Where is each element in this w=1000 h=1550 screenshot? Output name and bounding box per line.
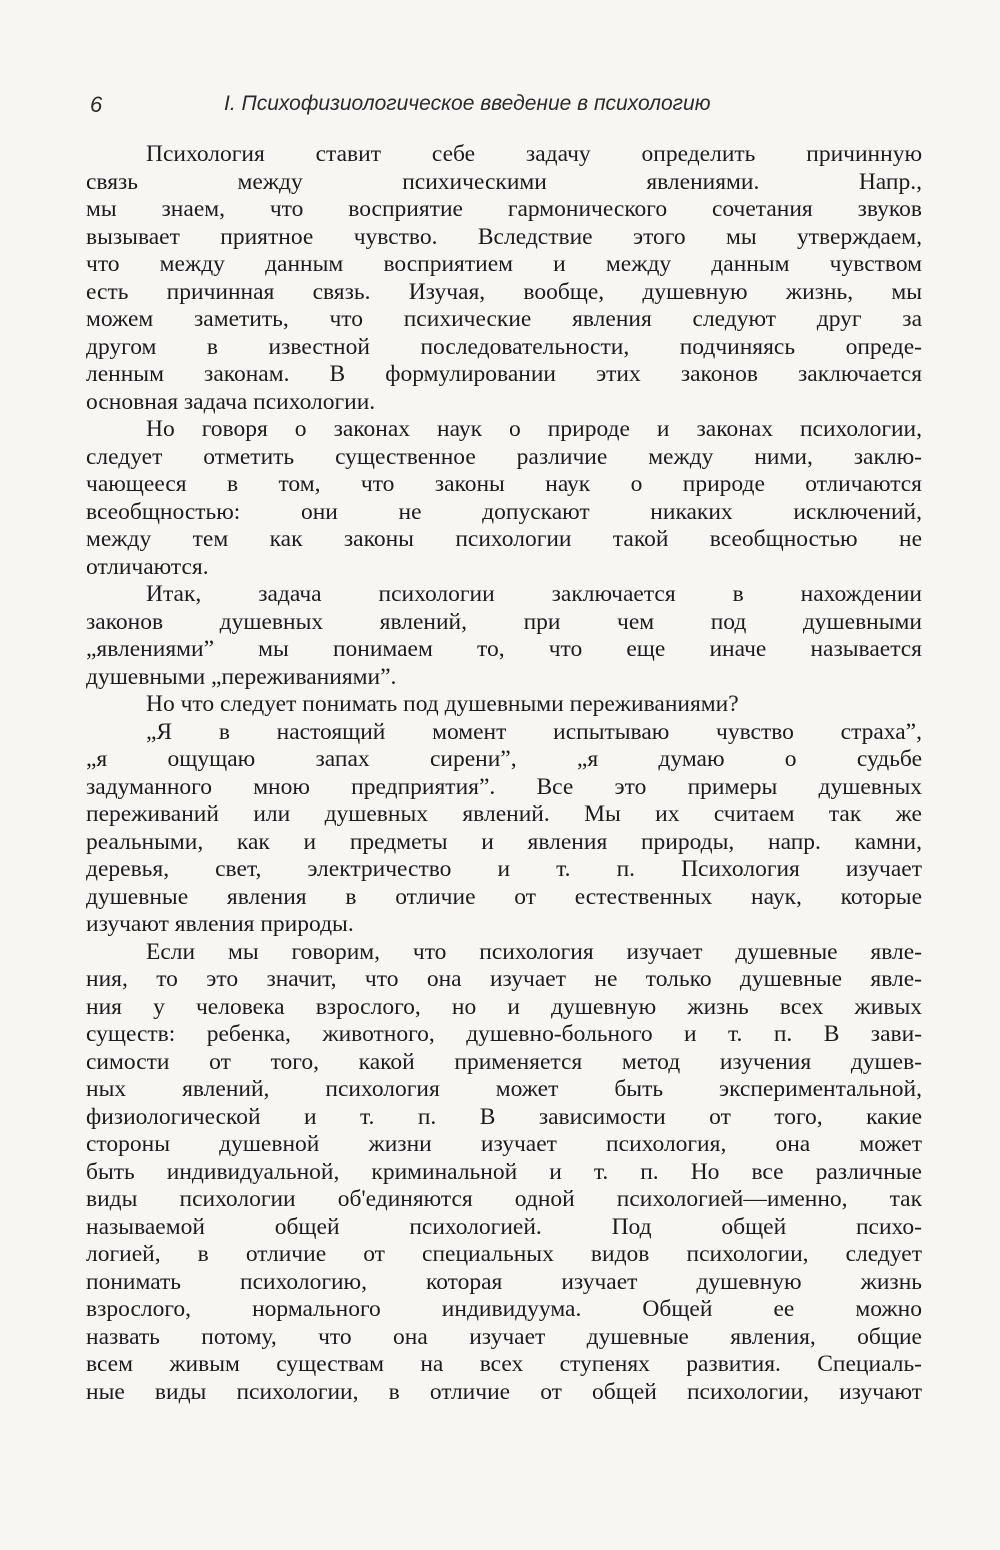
text-line: душевными „переживаниями”. bbox=[86, 663, 397, 690]
text-line: отличаются. bbox=[86, 553, 209, 580]
text-line: „Я в настоящий момент испытываю чувство страха”, bbox=[146, 718, 922, 745]
text-line: ния у человека взрослого, но и душевную жизнь всех живых bbox=[86, 993, 922, 1020]
text-line: понимать психологию, которая изучает душевную жизнь bbox=[86, 1268, 922, 1295]
page-header bbox=[90, 92, 922, 122]
text-line: основная задача психологии. bbox=[86, 388, 376, 415]
text-line: симости от того, какой применяется метод изучения душев- bbox=[86, 1048, 922, 1075]
text-line: логией, в отличие от специальных видов психологии, следует bbox=[86, 1241, 922, 1267]
body-text bbox=[86, 141, 922, 1406]
text-line: изучают явления природы. bbox=[86, 911, 354, 937]
text-line: быть индивидуальной, криминальной и т. п. Но все различные bbox=[86, 1158, 922, 1185]
text-line: стороны душевной жизни изучает психология, она может bbox=[86, 1131, 922, 1157]
text-line: физиологической и т. п. В зависимости от того, какие bbox=[86, 1103, 922, 1130]
text-line: деревья, свет, электричество и т. п. Психология изучает bbox=[86, 856, 922, 882]
text-line: виды психологии об'единяются одной психологией—именно, так bbox=[86, 1186, 922, 1212]
text-line: следует отметить существенное различие между ними, заклю- bbox=[86, 443, 922, 470]
text-line: душевные явления в отличие от естественных наук, которые bbox=[86, 883, 922, 910]
running-title: I. Психофизиологическое введение в психологию bbox=[224, 92, 711, 115]
text-line: ния, то это значит, что она изучает не только душевные явле- bbox=[86, 966, 922, 992]
text-line: Итак, задача психологии заключается в нахождении bbox=[146, 581, 922, 607]
text-line: задуманного мною предприятия”. Все это примеры душевных bbox=[86, 773, 922, 800]
text-line: взрослого, нормального индивидуума. Общей ее можно bbox=[86, 1296, 922, 1322]
text-line: „явлениями” мы понимаем то, что еще иначе называется bbox=[86, 636, 922, 662]
page-number: 6 bbox=[90, 92, 103, 117]
text-line: всеобщностью: они не допускают никаких исключений, bbox=[86, 498, 922, 525]
text-line: ленным законам. В формулировании этих законов заключается bbox=[86, 361, 922, 387]
text-line: вызывает приятное чувство. Вследствие этого мы утверждаем, bbox=[86, 223, 922, 250]
text-line: всем живым существам на всех ступенях развития. Специаль- bbox=[86, 1351, 922, 1377]
text-line: мы знаем, что восприятие гармонического сочетания звуков bbox=[86, 196, 922, 222]
text-line: реальными, как и предметы и явления природы, напр. камни, bbox=[86, 828, 922, 855]
text-line: Если мы говорим, что психология изучает душевные явле- bbox=[146, 938, 922, 965]
text-line: назвать потому, что она изучает душевные явления, общие bbox=[86, 1323, 922, 1350]
text-line: ные виды психологии, в отличие от общей психологии, изучают bbox=[86, 1378, 922, 1405]
text-line: между тем как законы психологии такой всеобщностью не bbox=[86, 526, 922, 552]
text-line: ных явлений, психология может быть экспериментальной, bbox=[86, 1076, 922, 1102]
text-line: что между данным восприятием и между данным чувством bbox=[86, 251, 922, 277]
text-line: называемой общей психологией. Под общей психо- bbox=[86, 1213, 922, 1240]
text-line: Но говоря о законах наук о природе и законах психологии, bbox=[146, 416, 922, 442]
text-line: Но что следует понимать под душевными переживаниями? bbox=[146, 691, 739, 717]
text-line: существ: ребенка, животного, душевно-больного и т. п. В зави- bbox=[86, 1021, 922, 1047]
text-line: можем заметить, что психические явления следуют друг за bbox=[86, 306, 922, 332]
text-line: Психология ставит себе задачу определить причинную bbox=[146, 141, 922, 167]
text-line: переживаний или душевных явлений. Мы их считаем так же bbox=[86, 801, 922, 827]
text-line: чающееся в том, что законы наук о природе отличаются bbox=[86, 471, 922, 497]
text-line: другом в известной последовательности, подчиняясь опреде- bbox=[86, 333, 922, 360]
text-line: „я ощущаю запах сирени”, „я думаю о судьбе bbox=[86, 746, 922, 772]
text-line: связь между психическими явлениями. Напр., bbox=[86, 168, 922, 195]
text-line: законов душевных явлений, при чем под душевными bbox=[86, 608, 922, 635]
text-line: есть причинная связь. Изучая, вообще, душевную жизнь, мы bbox=[86, 278, 922, 305]
